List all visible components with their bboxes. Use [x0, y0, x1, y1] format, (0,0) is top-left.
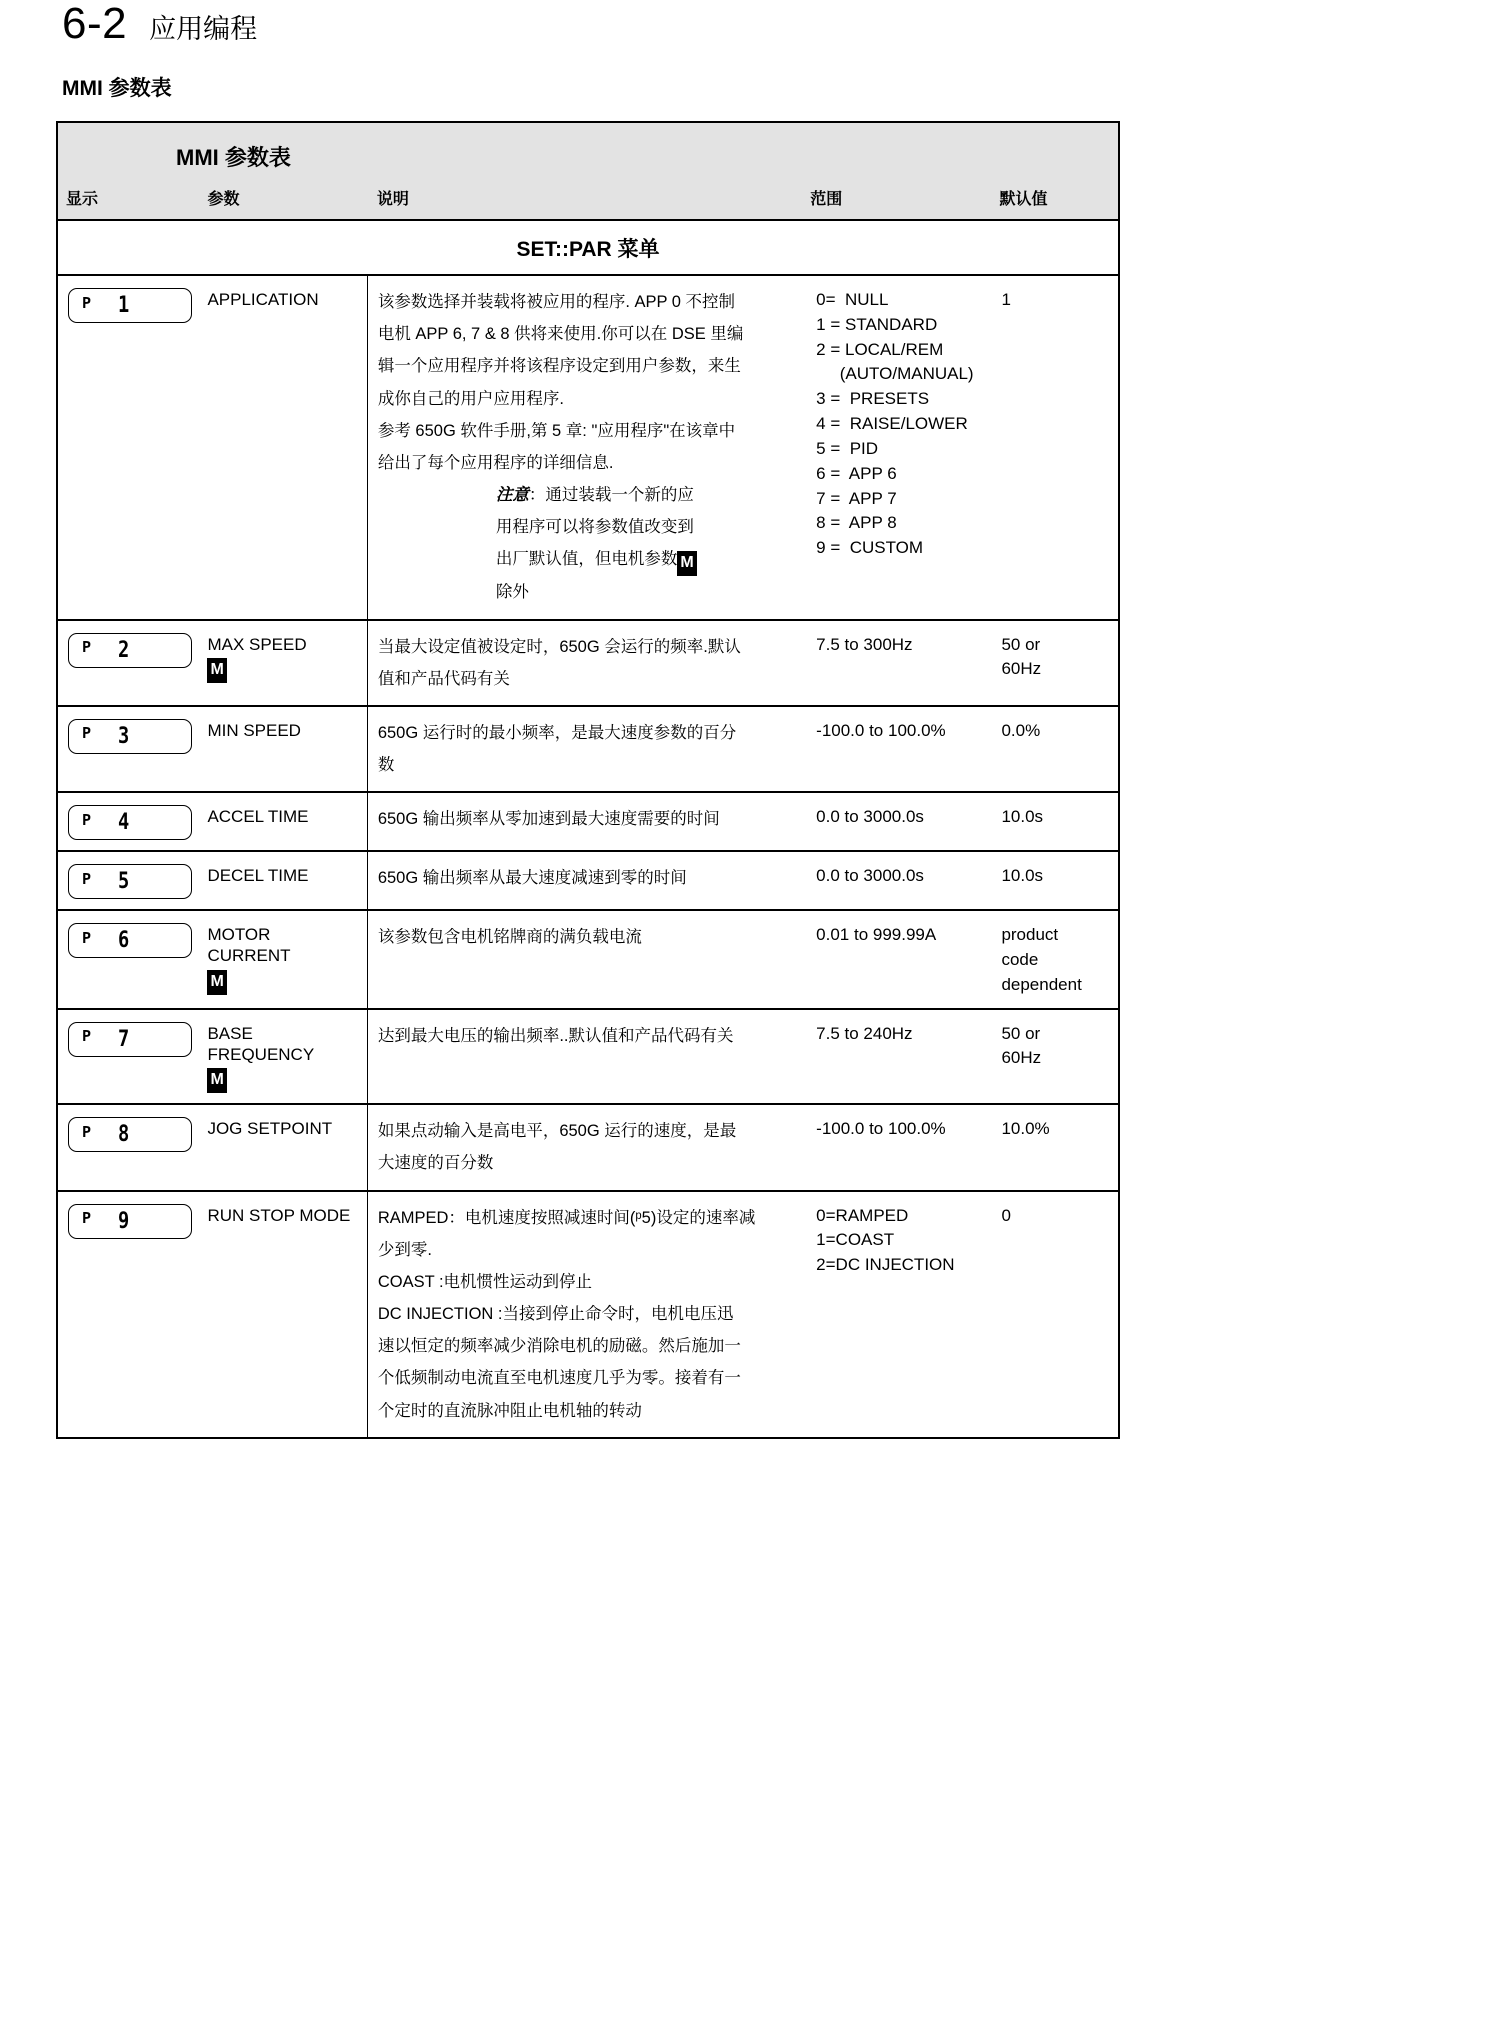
- table-column-headers: [58, 186, 1118, 219]
- lcd-prefix: P: [82, 724, 92, 743]
- table-row: [58, 911, 1118, 1009]
- lcd-key-display: [68, 288, 192, 323]
- display-cell: [58, 852, 207, 909]
- default-line: 1: [1001, 290, 1011, 309]
- display-cell: [58, 793, 207, 850]
- description-line: 个低频制动电流直至电机速度几乎为零。接着有一: [377, 1369, 741, 1388]
- default-line: 50 or: [1001, 1023, 1041, 1043]
- description-line: 成你自己的用户应用程序.: [377, 389, 564, 408]
- lcd-key-display: [68, 1204, 192, 1239]
- display-cell: [58, 1105, 207, 1189]
- range-line: 4 = RAISE/LOWER: [816, 414, 968, 434]
- display-cell: [58, 276, 207, 619]
- page-heading: [62, 2, 257, 46]
- default-line: 0.0%: [1001, 720, 1041, 740]
- description-line: 参考 650G 软件手册,第 5 章: "应用程序"在该章中: [377, 421, 736, 440]
- description-cell: [367, 1105, 810, 1189]
- motor-parameter-badge-icon: M: [207, 1068, 226, 1093]
- lcd-number: 3: [118, 723, 130, 749]
- note-row: [496, 479, 796, 511]
- default-cell: [999, 276, 1118, 619]
- range-line: 0.01 to 999.99A: [816, 925, 937, 945]
- range-line: 6 = APP 6: [816, 463, 897, 483]
- note-line: 用程序可以将参数值改变到: [495, 518, 694, 537]
- parameter-name: JOG SETPOINT: [207, 1119, 333, 1139]
- default-line: product: [1001, 925, 1059, 945]
- column-header-parameter: 参数: [207, 191, 240, 208]
- range-line: -100.0 to 100.0%: [816, 1119, 946, 1139]
- default-line: 60Hz: [1001, 1048, 1042, 1068]
- parameter-name: APPLICATION: [207, 290, 319, 309]
- description-line: 给出了每个应用程序的详细信息.: [377, 453, 614, 472]
- description-cell: [367, 911, 810, 1007]
- range-line: 9 = CUSTOM: [816, 538, 924, 558]
- default-line: 10.0s: [1001, 866, 1044, 886]
- parameter-name: BASE FREQUENCY: [207, 1023, 315, 1064]
- table-row: [58, 1010, 1118, 1106]
- description-cell: [367, 1010, 810, 1104]
- description-line: 650G 输出频率从最大速度减速到零的时间: [377, 869, 687, 888]
- default-cell: [999, 911, 1118, 1007]
- description-cell: [367, 621, 810, 705]
- range-line: 1 = STANDARD: [816, 314, 938, 334]
- motor-parameter-badge-icon: M: [207, 970, 226, 995]
- note-keyword: 注意: [495, 486, 529, 505]
- lcd-prefix: P: [82, 293, 92, 312]
- display-cell: [58, 621, 207, 705]
- range-cell: [810, 621, 999, 705]
- table-row: [58, 276, 1118, 621]
- lcd-key-display: [68, 864, 192, 899]
- parameter-cell: [207, 621, 366, 705]
- parameter-cell: [207, 276, 366, 619]
- parameter-name: ACCEL TIME: [207, 807, 309, 827]
- lcd-number: 7: [118, 1026, 130, 1052]
- lcd-number: 1: [118, 293, 130, 318]
- display-cell: [58, 1010, 207, 1104]
- description-cell: [367, 707, 810, 791]
- lcd-prefix: P: [82, 1122, 92, 1141]
- parameter-cell: [207, 852, 366, 909]
- range-line: (AUTO/MANUAL): [816, 364, 974, 384]
- default-cell: [999, 1192, 1118, 1437]
- mmi-parameter-table: [56, 121, 1120, 1439]
- description-line: 个定时的直流脉冲阻止电机轴的转动: [377, 1401, 642, 1420]
- range-cell: [810, 793, 999, 850]
- lcd-key-display: [68, 719, 192, 754]
- lcd-number: 8: [118, 1122, 130, 1148]
- description-line: DC INJECTION :当接到停止命令时，电机电压迅: [377, 1305, 734, 1324]
- lcd-number: 5: [118, 869, 130, 895]
- lcd-key-display: [68, 1117, 192, 1152]
- parameter-cell: [207, 911, 366, 1007]
- range-cell: [810, 911, 999, 1007]
- description-cell: [367, 793, 810, 850]
- note-line: 除外: [495, 583, 529, 602]
- section-label: MMI 参数表: [62, 77, 172, 100]
- lcd-prefix: P: [82, 1209, 92, 1228]
- default-line: dependent: [1001, 974, 1082, 994]
- note-line: ：通过装载一个新的应: [528, 486, 694, 505]
- default-cell: [999, 707, 1118, 791]
- range-cell: [810, 276, 999, 619]
- note-row: [496, 511, 796, 543]
- range-cell: [810, 1105, 999, 1189]
- lcd-prefix: P: [82, 810, 92, 829]
- table-caption: MMI 参数表: [176, 145, 291, 170]
- motor-parameter-badge-icon: M: [677, 551, 696, 576]
- table-row: [58, 793, 1118, 852]
- description-line: COAST :电机惯性运动到停止: [377, 1272, 593, 1291]
- description-line: 大速度的百分数: [377, 1154, 494, 1173]
- description-line: 值和产品代码有关: [377, 669, 510, 688]
- description-line: 辑一个应用程序并将该程序设定到用户参数，来生: [377, 357, 741, 376]
- lcd-prefix: P: [82, 928, 92, 947]
- range-line: -100.0 to 100.0%: [816, 720, 946, 740]
- parameter-cell: [207, 1105, 366, 1189]
- description-line: 该参数选择并装载将被应用的程序. APP 0 不控制: [377, 293, 736, 311]
- description-line: 达到最大电压的输出频率..默认值和产品代码有关: [377, 1026, 734, 1045]
- default-line: 10.0s: [1001, 807, 1044, 827]
- note-row: [496, 543, 796, 576]
- default-cell: [999, 852, 1118, 909]
- range-line: 7.5 to 300Hz: [816, 634, 913, 654]
- range-line: 0=RAMPED: [816, 1205, 909, 1225]
- lcd-number: 2: [118, 637, 130, 663]
- default-line: 50 or: [1001, 634, 1041, 654]
- description-line: 650G 运行时的最小频率，是最大速度参数的百分: [377, 723, 737, 742]
- lcd-key-display: [68, 633, 192, 668]
- note-block: [378, 479, 796, 609]
- motor-parameter-badge-icon: M: [207, 658, 226, 683]
- range-line: 2 = LOCAL/REM: [816, 339, 944, 359]
- description-line: 如果点动输入是高电平，650G 运行的速度，是最: [377, 1122, 737, 1141]
- display-cell: [58, 707, 207, 791]
- range-line: 1=COAST: [816, 1230, 895, 1250]
- column-header-description: 说明: [376, 191, 409, 208]
- range-line: 2=DC INJECTION: [816, 1255, 955, 1275]
- range-line: 7 = APP 7: [816, 488, 897, 508]
- parameter-name: MIN SPEED: [207, 720, 301, 740]
- default-cell: [999, 1105, 1118, 1189]
- range-line: 7.5 to 240Hz: [816, 1023, 913, 1043]
- range-cell: [810, 1010, 999, 1104]
- parameter-name: MAX SPEED: [207, 634, 307, 654]
- description-line: 650G 输出频率从零加速到最大速度需要的时间: [377, 810, 720, 829]
- default-line: 0: [1001, 1205, 1011, 1225]
- display-cell: [58, 1192, 207, 1437]
- table-header-band: [58, 123, 1118, 219]
- description-cell: [367, 1192, 810, 1437]
- display-cell: [58, 911, 207, 1007]
- range-line: 8 = APP 8: [816, 513, 897, 533]
- default-cell: [999, 621, 1118, 705]
- table-row: [58, 852, 1118, 911]
- page-title: 应用编程: [149, 14, 258, 44]
- column-header-range: 范围: [810, 191, 843, 208]
- menu-band-set-par: SET::PAR 菜单: [58, 219, 1118, 276]
- default-cell: [999, 793, 1118, 850]
- default-line: code: [1001, 950, 1039, 970]
- range-line: 0.0 to 3000.0s: [816, 866, 924, 886]
- description-line: 少到零.: [377, 1240, 432, 1259]
- lcd-number: 9: [118, 1208, 130, 1234]
- range-line: 0.0 to 3000.0s: [816, 807, 924, 827]
- description-cell: [367, 276, 810, 619]
- range-cell: [810, 707, 999, 791]
- description-line: 当最大设定值被设定时，650G 会运行的频率.默认: [377, 637, 741, 656]
- lcd-prefix: P: [82, 638, 92, 657]
- lcd-number: 6: [118, 928, 130, 954]
- range-line: 3 = PRESETS: [816, 389, 930, 409]
- table-row: [58, 707, 1118, 793]
- description-line: RAMPED：电机速度按照减速时间(ᵖ5)设定的速率减: [377, 1208, 756, 1227]
- column-header-default: 默认值: [999, 191, 1048, 208]
- lcd-key-display: [68, 805, 192, 840]
- table-row: [58, 1105, 1118, 1191]
- default-line: 10.0%: [1001, 1119, 1050, 1139]
- range-cell: [810, 852, 999, 909]
- description-line: 数: [377, 756, 395, 775]
- parameter-name: RUN STOP MODE: [207, 1205, 351, 1225]
- description-cell: [367, 852, 810, 909]
- parameter-cell: [207, 793, 366, 850]
- table-row: [58, 1192, 1118, 1437]
- range-cell: [810, 1192, 999, 1437]
- column-header-display: 显示: [66, 191, 99, 208]
- lcd-number: 4: [118, 810, 130, 836]
- lcd-key-display: [68, 1022, 192, 1057]
- note-row: [496, 576, 796, 608]
- lcd-key-display: [68, 923, 192, 958]
- description-line: 速以恒定的频率减少消除电机的励磁。然后施加一: [377, 1337, 741, 1356]
- range-line: 0= NULL: [816, 290, 889, 309]
- range-line: 5 = PID: [816, 438, 879, 458]
- page-number: 6-2: [62, 0, 128, 48]
- note-line: 出厂默认值，但电机参数: [495, 550, 678, 569]
- description-line: 电机 APP 6, 7 & 8 供将来使用.你可以在 DSE 里编: [377, 325, 744, 344]
- description-line: 该参数包含电机铭牌商的满负载电流: [377, 928, 642, 947]
- parameter-name: MOTOR CURRENT: [207, 925, 291, 966]
- parameter-cell: [207, 1010, 366, 1104]
- parameter-cell: [207, 707, 366, 791]
- lcd-prefix: P: [82, 1027, 92, 1046]
- table-row: [58, 621, 1118, 707]
- default-line: 60Hz: [1001, 659, 1042, 679]
- table-body: [58, 276, 1118, 1437]
- parameter-cell: [207, 1192, 366, 1437]
- default-cell: [999, 1010, 1118, 1104]
- lcd-prefix: P: [82, 869, 92, 888]
- parameter-name: DECEL TIME: [207, 866, 309, 886]
